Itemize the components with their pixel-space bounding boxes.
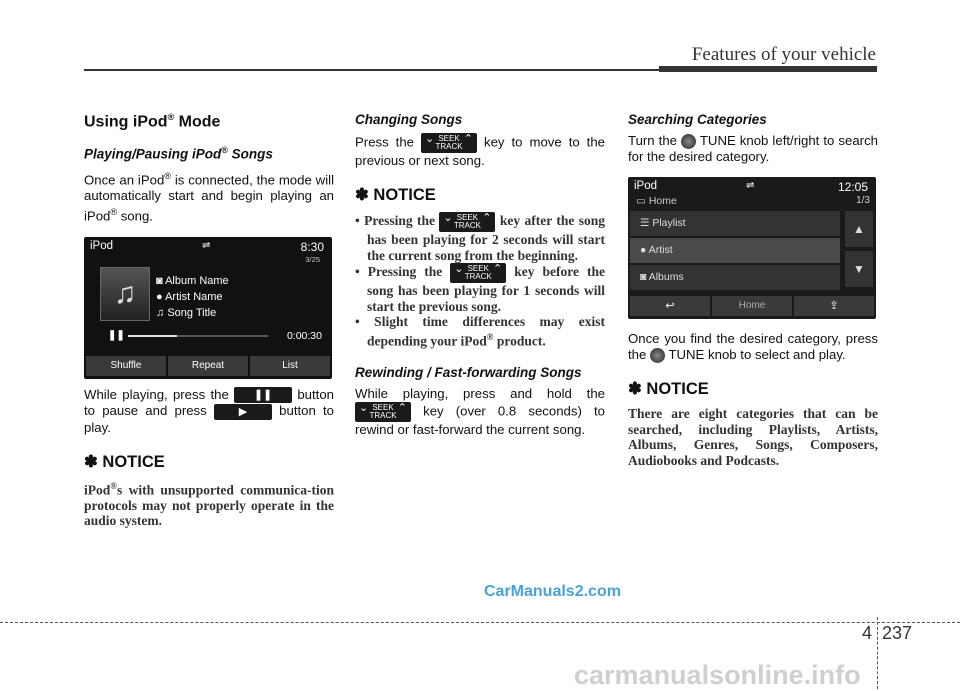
notice-item: • Pressing the ⌄ SEEK TRACK ⌃ key before the song has been playing for 1 seconds will start the previous song. — [355, 263, 606, 314]
back-button[interactable]: ↩ — [630, 296, 710, 316]
album-icon: ◙ — [156, 274, 166, 287]
paragraph-play-pause: While playing, press the ❚❚ button to pause and press ▶ button to play. — [84, 386, 335, 435]
notice-body: There are eight categories that can be searched, including Playlists, Artists, Albums, Genres, Songs, Composers, Audiobooks and Podcasts. — [628, 406, 878, 468]
column-2 — [355, 112, 605, 450]
folder-icon: ▭ — [636, 195, 649, 208]
notice-body: iPod®s with unsupported communica-tion protocols may not properly operate in the audio system. — [84, 480, 334, 529]
usb-icon: ⇌ — [746, 180, 755, 192]
usb-icon: ⇌ — [202, 239, 211, 251]
album-art: ♫ — [100, 267, 150, 321]
screen-time: 12:05 — [837, 180, 868, 195]
category-list — [630, 211, 840, 290]
category-albums[interactable]: ◙ Albums — [630, 265, 840, 290]
paragraph-turn: Turn the TUNE knob left/right to search for the desired category. — [628, 133, 878, 165]
notice-heading: ✽ NOTICE — [355, 186, 436, 204]
subheading-rewinding: Rewinding / Fast-forwarding Songs — [355, 364, 582, 380]
column-3 — [628, 112, 878, 468]
screen-title: iPod — [634, 180, 658, 193]
notice-list — [355, 212, 605, 349]
album-name: ◙ Album Name — [156, 274, 229, 287]
subheading-changing: Changing Songs — [355, 112, 463, 127]
pause-icon: ❚❚ — [234, 387, 292, 403]
pause-icon[interactable]: ❚❚ — [108, 329, 125, 341]
watermark-site: carmanualsonline.info — [574, 660, 861, 690]
seek-track-icon: ⌄ SEEK TRACK ⌃ — [421, 133, 477, 153]
home-path: Home — [648, 195, 677, 208]
watermark: CarManuals2.com — [484, 583, 621, 600]
play-icon: ▶ — [214, 404, 272, 420]
ipod-category-screen — [628, 177, 876, 319]
paragraph-press: Press the ⌄ SEEK TRACK ⌃ key to move to the previous or next song. — [355, 133, 605, 168]
screen-time: 8:30 — [300, 239, 324, 254]
footer-divider — [877, 617, 878, 689]
artist-name: ● Artist Name — [156, 290, 223, 303]
section-heading: Using iPod® Mode — [84, 112, 221, 131]
seek-track-icon: ⌄ SEEK TRACK ⌃ — [355, 402, 411, 422]
notice-heading: ✽ NOTICE — [84, 452, 165, 471]
paragraph-connected: Once an iPod® is connected, the mode will automatically start and begin playing an iPod® song. — [84, 170, 334, 224]
elapsed-time: 0:00:30 — [286, 329, 322, 342]
page-number: 237 — [882, 623, 913, 643]
tune-knob-icon — [650, 348, 665, 363]
notice-item: • Pressing the ⌄ SEEK TRACK ⌃ key after the song has been playing for 2 seconds will start the current song from the beginning. — [355, 212, 606, 263]
scroll-up-button[interactable]: ▲ — [845, 211, 873, 247]
category-artist[interactable]: ● Artist — [630, 238, 840, 263]
notice-heading: ✽ NOTICE — [628, 380, 709, 399]
song-title: ♫ Song Title — [156, 306, 217, 319]
page-count: 1/3 — [856, 195, 870, 207]
note-icon: ♫ — [156, 306, 168, 319]
track-count: 3/25 — [305, 254, 320, 264]
footer-rule — [0, 622, 960, 623]
paragraph-hold: While playing, press and hold the ⌄ SEEK TRACK ⌃ key (over 0.8 seconds) to rewind or fast-forward the current song. — [355, 385, 605, 437]
progress-bar — [128, 335, 268, 337]
screen-title: iPod — [90, 239, 114, 252]
person-icon: ● — [156, 290, 166, 303]
chapter-number: 4 — [862, 623, 873, 643]
seek-track-icon: ⌄ SEEK TRACK ⌃ — [450, 263, 506, 283]
seek-track-icon: ⌄ SEEK TRACK ⌃ — [439, 212, 495, 232]
shuffle-button[interactable]: Shuffle — [86, 356, 166, 376]
header-bar — [659, 66, 877, 72]
category-playlist[interactable]: ☰ Playlist — [630, 211, 840, 236]
subheading-searching: Searching Categories — [628, 112, 767, 127]
tune-knob-icon — [681, 134, 696, 149]
column-1 — [84, 112, 334, 529]
ipod-screen — [84, 237, 332, 379]
repeat-button[interactable]: Repeat — [168, 356, 248, 376]
notice-item: • Slight time differences may exist depending your iPod® product. — [355, 314, 605, 348]
list-button[interactable]: List — [250, 356, 330, 376]
header-title: Features of your vehicle — [691, 44, 876, 65]
subheading-playing: Playing/Pausing iPod® Songs — [84, 145, 273, 162]
home-button[interactable]: Home — [712, 296, 792, 316]
up-folder-button[interactable]: ⇪ — [794, 296, 874, 316]
paragraph-select: Once you find the desired category, press the TUNE knob to select and play. — [628, 331, 878, 363]
scroll-down-button[interactable]: ▼ — [845, 251, 873, 287]
header-rule — [84, 69, 659, 71]
